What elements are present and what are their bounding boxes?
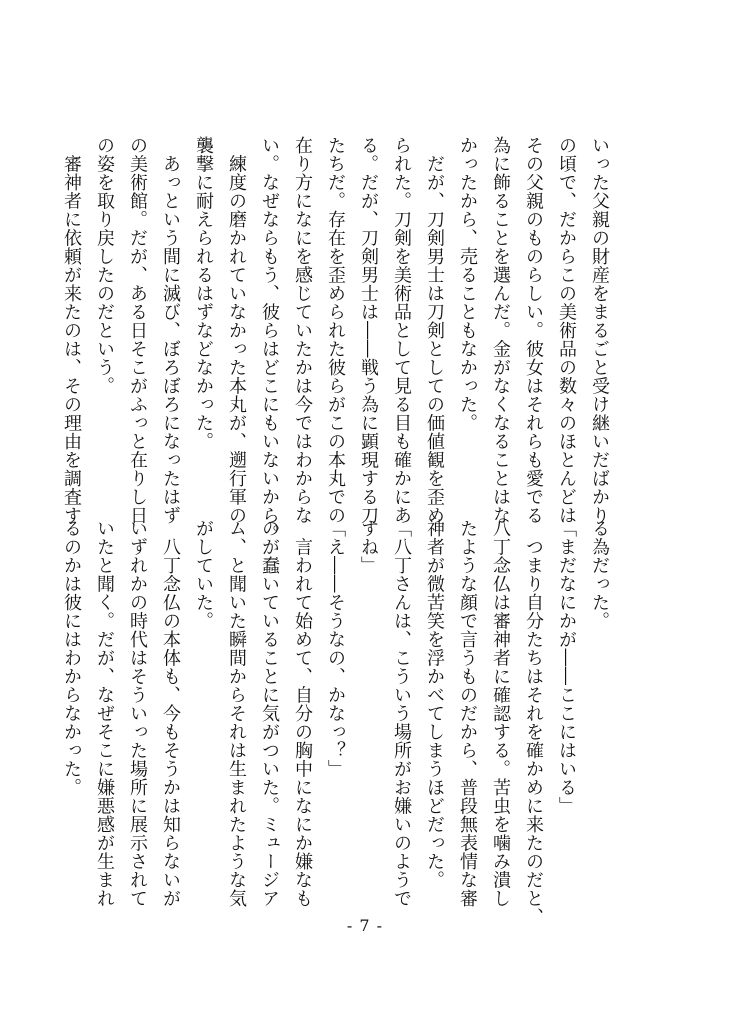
text-line: いたと聞く。だが、なぜそこに嫌悪感が生まれ	[94, 519, 115, 908]
text-line: 在り方になにを感じていたかは今ではわからな	[292, 136, 313, 525]
text-line: 練度の磨かれていなかった本丸が、遡行軍の	[226, 136, 247, 525]
text-line: られた。刀剣を美術品として見る目も確かにあ	[391, 136, 412, 525]
text-line: る為だった。	[589, 519, 610, 630]
text-line: の頃で、だからこの美術品の数々のほとんどは	[556, 136, 577, 525]
text-line: 言われて始めて、自分の胸中になにか嫌なも	[292, 519, 313, 908]
text-line: すね」	[358, 519, 379, 575]
text-line: だが、刀剣男士は刀剣としての価値観を歪め	[424, 136, 445, 525]
text-line: いずれかの時代はそういった場所に展示されて	[127, 519, 148, 908]
text-line: 神者が微苦笑を浮かべてしまうほどだった。	[424, 519, 445, 889]
text-line: 「え――そうなの、かなっ？」	[325, 519, 346, 778]
text-line: あっという間に滅び、ぼろぼろになったはず	[160, 136, 181, 525]
text-line: るのかは彼にはわからなかった。	[61, 519, 82, 797]
text-line: 八丁念仏の本体も、今もそうかは知らないが	[160, 519, 181, 908]
text-line: つまり自分たちはそれを確かめに来たのだと、	[523, 519, 544, 926]
text-line: その父親のものらしい。彼女はそれらも愛でる	[523, 136, 544, 525]
page-number: - 7 -	[346, 916, 384, 935]
text-line: のが蠢いていることに気がついた。ミュージア	[259, 519, 280, 908]
text-line: 為に飾ることを選んだ。金がなくなることはな	[490, 136, 511, 525]
top-text-columns	[55, 136, 616, 543]
text-line: 審神者に依頼が来たのは、その理由を調査す	[61, 136, 82, 525]
text-line: 襲撃に耐えられるはずなどなかった。	[193, 136, 214, 451]
text-line: 「まだなにかが――ここにはいる」	[556, 519, 577, 815]
text-line: い。なぜならもう、彼らはどこにもいないから。	[259, 136, 280, 543]
text-line: の美術館。だが、ある日そこがふっと在りし日	[127, 136, 148, 525]
text-line: いった父親の財産をまるごと受け継いだばかり	[589, 136, 610, 525]
bottom-text-block	[61, 519, 616, 926]
text-line: る。だが、刀剣男士は――戦う為に顕現する刀	[358, 136, 379, 525]
text-line: かったから、売ることもなかった。	[457, 136, 478, 432]
top-text-block	[61, 136, 616, 543]
text-line: たような顔で言うものだから、普段無表情な審	[457, 519, 478, 908]
text-line: 八丁念仏は審神者に確認する。苦虫を噛み潰し	[490, 519, 511, 908]
text-line: がしていた。	[193, 519, 214, 630]
text-line: 「八丁さんは、こういう場所がお嫌いのようで	[391, 519, 412, 908]
text-line: たちだ。存在を歪められた彼らがこの本丸での	[325, 136, 346, 525]
bottom-text-columns	[55, 519, 616, 926]
text-line: ム、と聞いた瞬間からそれは生まれたような気	[226, 519, 247, 908]
text-line: の姿を取り戻したのだという。	[94, 136, 115, 395]
